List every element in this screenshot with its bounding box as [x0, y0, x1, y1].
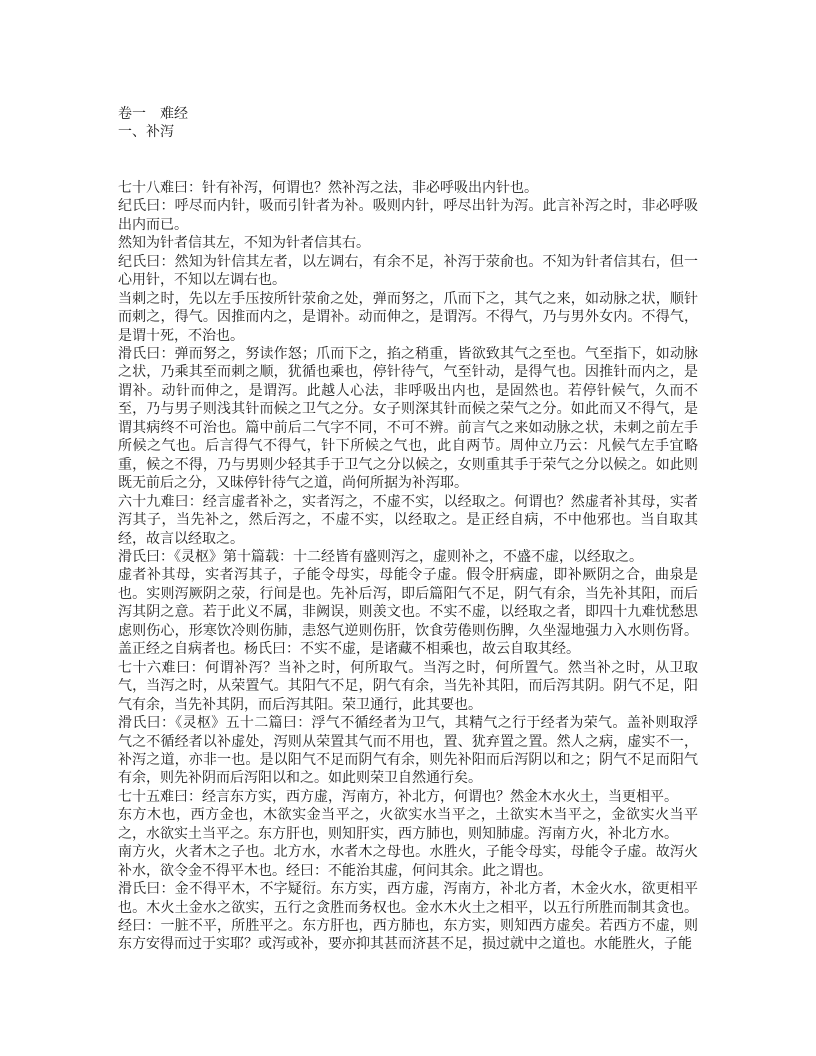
paragraph: 七十八难曰：针有补泻，何谓也？然补泻之法，非必呼吸出内针也。 — [118, 180, 538, 196]
paragraph: 纪氏曰：呼尽而内针，吸而引针者为补。吸则内针，呼尽出针为泻。此言补泻之时，非必呼吸出内而已。 — [118, 199, 698, 233]
subsection-title: 一、补泻 — [118, 125, 174, 141]
paragraph: 东方木也，西方金也，木欲实金当平之，火欲实水当平之，土欲实木当平之，金欲实火当平之，水欲实土当平之。东方肝也，则知肝实，西方肺也，则知肺虚。泻南方火，补北方水。 — [118, 808, 698, 842]
paragraph: 虚者补其母，实者泻其子，子能令母实，母能令子虚。假令肝病虚，即补厥阴之合，曲泉是也。实则泻厥阴之荥，行间是也。先补后泻，即后篇阳气不足，阴气有余，当先补其阳，而后泻其阴之意。若于此义不属，非阙误，则羡文也。不实不虚，以经取之者，即四十九难忧愁思虑则伤心，形寒饮冷则伤肺，恚怒气逆则伤肝，饮食劳倦则伤脾，久坐湿地强力入水则伤肾。盖正经之自病者也。杨氏曰：不实不虚，是诸藏不相乘也，故云自取其经。 — [118, 568, 698, 658]
paragraph: 当刺之时，先以左手压按所针荥俞之处，弹而努之，爪而下之，其气之来，如动脉之状，顺针而刺之，得气。因推而内之，是谓补。动而伸之，是谓泻。不得气，乃与男外女内。不得气，是谓十死，不治也。 — [118, 291, 698, 344]
paragraph: 滑氏曰：《灵枢》第十篇载：十二经皆有盛则泻之，虚则补之，不盛不虚，以经取之。 — [118, 549, 643, 565]
section-title: 卷一 难经 — [118, 107, 188, 122]
document-content — [118, 106, 698, 955]
body-paragraphs — [118, 180, 698, 955]
paragraph: 滑氏曰：弹而努之，努读作怒；爪而下之，掐之稍重，皆欲致其气之至也。气至指下，如动脉之状，乃乘其至而刺之顺，犹循也乘也，停针待气，气至针动，是得气也。因推针而内之，是谓补。动针而伸之，是谓泻。此越人心法，非呼吸出内也，是固然也。若停针候气，久而不至，乃与男子则浅其针而候之卫气之分。女子则深其针而候之荣气之分。如此而又不得气，是谓其病终不可治也。篇中前后二气字不同，不可不辨。前言气之来如动脉之状，未刺之前左手所候之气也。后言得气不得气，针下所候之气也，此自两节。周仲立乃云：凡候气左手宜略重，候之不得，乃与男则少轻其手于卫气之分以候之，女则重其手于荣气之分以候之。如此则既无前后之分，又昧停针待气之道，尚何所据为补泻耶。 — [118, 346, 698, 492]
paragraph: 南方火，火者木之子也。北方水，水者木之母也。水胜火，子能令母实，母能令子虚。故泻火补水，欲令金不得平木也。经曰：不能治其虚，何问其余。此之谓也。 — [118, 845, 698, 879]
paragraph: 七十五难曰：经言东方实，西方虚，泻南方，补北方，何谓也？然金木水火土，当更相平。 — [118, 789, 678, 805]
paragraph: 纪氏曰：然知为针信其左者，以左调右，有余不足，补泻于荥俞也。不知为针者信其右，但一心用针，不知以左调右也。 — [118, 254, 698, 289]
paragraph: 然知为针者信其左，不知为针者信其右。 — [118, 236, 370, 252]
paragraph: 滑氏曰：金不得平木，不字疑衍。东方实，西方虚，泻南方，补北方者，木金火水，欲更相平也。木火土金水之欲实，五行之贪胜而务权也。金水木火土之相平，以五行所胜而制其贪也。经曰：一脏不平，所胜平之。东方肝也，西方肺也，东方实，则知西方虚矣。若西方不虚，则东方安得而过于实耶？或泻或补，要亦抑其甚而济甚不足，损过就中之道也。水能胜火，子能 — [118, 882, 698, 953]
paragraph: 六十九难曰：经言虚者补之，实者泻之，不虚不实，以经取之。何谓也？然虚者补其母，实者泻其子，当先补之，然后泻之，不虚不实，以经取之。是正经自病，不中他邪也。当自取其经，故言以经取之。 — [118, 494, 698, 547]
blank-lines — [118, 143, 698, 180]
paragraph: 滑氏曰：《灵枢》五十二篇曰：浮气不循经者为卫气，其精气之行于经者为荣气。盖补则取浮气之不循经者以补虚处，泻则从荣置其气而不用也，置、犹弃置之置。然人之病，虚实不一，补泻之道，亦非一也。是以阳气不足而阴气有余，则先补阳而后泻阴以和之；阴气不足而阳气有余，则先补阴而后泻阳以和之。如此则荣卫自然通行矣。 — [118, 716, 698, 787]
paragraph: 七十六难曰：何谓补泻？当补之时，何所取气。当泻之时，何所置气。然当补之时，从卫取气，当泻之时，从荣置气。其阳气不足，阴气有余，当先补其阳，而后泻其阴。阴气不足，阳气有余，当先补其阴，而后泻其阳。荣卫通行，此其要也。 — [118, 660, 698, 713]
